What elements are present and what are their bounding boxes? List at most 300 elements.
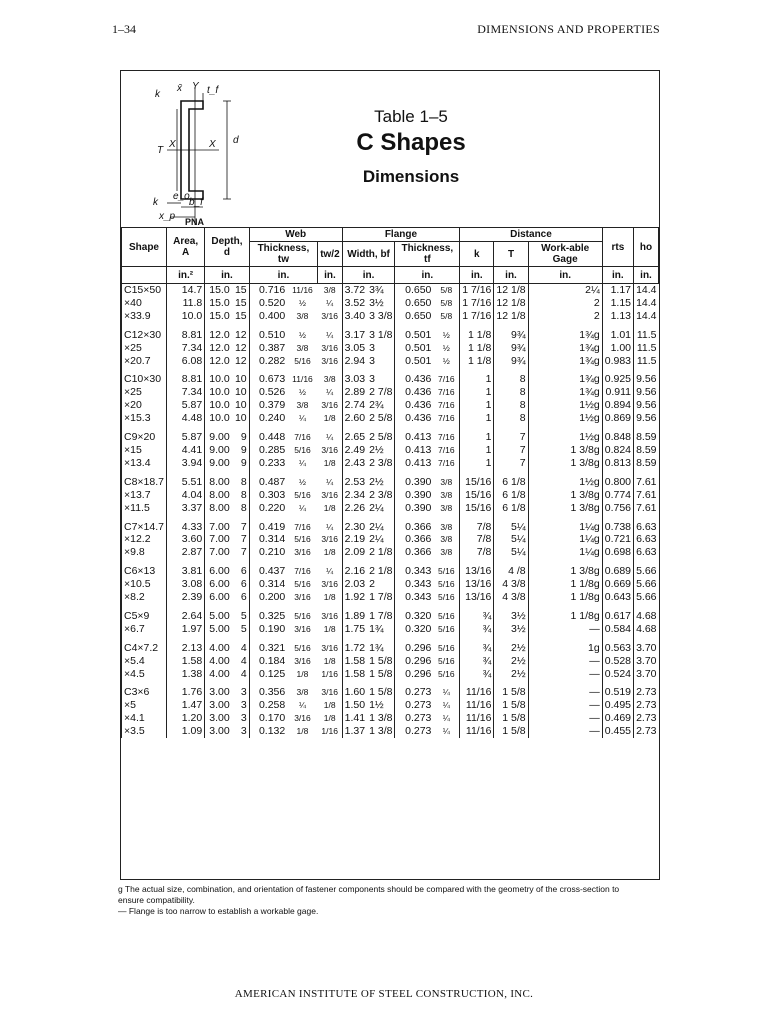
table-cell: 5/16 <box>438 579 455 590</box>
fig-label-y: Y <box>192 81 199 92</box>
shape-cell: C5×9 <box>122 610 167 623</box>
table-cell: 7 <box>494 457 528 470</box>
table-cell: 2.13 <box>167 642 205 655</box>
table-row <box>122 521 659 534</box>
table-cell: 1 <box>460 412 494 425</box>
table-cell: 0.495 <box>602 699 633 712</box>
shape-cell: ×20 <box>122 399 167 412</box>
table-cell: ¼ <box>298 413 306 424</box>
table-cell: 1¼g <box>528 546 602 559</box>
table-cell: 2¼ <box>369 520 384 533</box>
table-cell: 2.34 <box>342 489 367 502</box>
table-cell: 5/16 <box>294 444 311 455</box>
table-cell: 8.59 <box>634 457 659 470</box>
table-cell: 8.00 <box>205 489 232 502</box>
table-cell: 2 3/8 <box>369 456 393 469</box>
table-cell: 11/16 <box>292 285 313 295</box>
table-cell: 0.296 <box>395 655 433 668</box>
table-cell: 2 <box>369 578 375 591</box>
table-cell: 12 1/8 <box>494 297 528 310</box>
table-cell: 0.387 <box>249 342 287 355</box>
col-web-thickness: Thickness, tw <box>249 242 318 267</box>
shape-cell: ×20.7 <box>122 355 167 368</box>
table-cell: 0.210 <box>249 546 287 559</box>
table-cell: 5/8 <box>440 297 453 308</box>
table-cell: 0.343 <box>395 578 433 591</box>
unit-cell <box>122 267 167 284</box>
table-cell: 1.09 <box>167 725 205 738</box>
table-cell: 1 7/8 <box>369 591 393 604</box>
table-cell: 6.63 <box>634 546 659 559</box>
unit-cell: in. <box>602 267 633 284</box>
table-cell: ½ <box>298 297 306 308</box>
table-cell: 0.390 <box>395 489 433 502</box>
table-cell: 6.63 <box>634 521 659 534</box>
table-cell: 3.60 <box>167 533 205 546</box>
table-cell: 0.455 <box>602 725 633 738</box>
table-row <box>122 712 659 725</box>
table-cell: 0.510 <box>249 329 287 342</box>
table-cell: 0.528 <box>602 655 633 668</box>
table-cell: 0.321 <box>249 642 287 655</box>
table-row <box>122 533 659 546</box>
table-cell: 0.698 <box>602 546 633 559</box>
table-row <box>122 297 659 310</box>
table-cell: 2.60 <box>342 412 367 425</box>
table-cell: 0.650 <box>395 310 433 323</box>
table-cell: 7/16 <box>294 432 311 443</box>
table-cell: 1 <box>460 386 494 399</box>
table-cell: 6 1/8 <box>494 476 528 489</box>
table-cell: 0.314 <box>249 578 287 591</box>
table-cell: 0.282 <box>249 355 287 368</box>
shape-cell: C7×14.7 <box>122 521 167 534</box>
table-cell: 12.0 <box>205 355 232 368</box>
table-cell: 11.5 <box>634 355 659 368</box>
table-cell: 1¼g <box>528 521 602 534</box>
table-cell: 6 1/8 <box>494 502 528 515</box>
col-shape: Shape <box>122 228 167 267</box>
table-cell: ¼ <box>326 566 334 577</box>
table-cell: 0.233 <box>249 457 287 470</box>
table-cell: 3.40 <box>342 310 367 323</box>
table-cell: 8.59 <box>634 444 659 457</box>
table-row <box>122 502 659 515</box>
table-cell: — <box>528 668 602 681</box>
table-cell: 1 7/16 <box>460 297 494 310</box>
table-cell: 1/8 <box>323 502 336 513</box>
table-cell: 11.5 <box>634 342 659 355</box>
table-cell: 7/8 <box>460 521 494 534</box>
table-cell: 12 1/8 <box>494 310 528 323</box>
table-row <box>122 284 659 297</box>
table-cell: 3.70 <box>634 668 659 681</box>
table-cell: 1 1/8g <box>528 591 602 604</box>
unit-cell: in.² <box>167 267 205 284</box>
table-cell: 0.520 <box>249 297 287 310</box>
table-cell: ¼ <box>298 700 306 711</box>
table-cell: 1 5/8 <box>494 699 528 712</box>
table-cell: 13/16 <box>460 565 494 578</box>
shape-cell: ×8.2 <box>122 591 167 604</box>
table-cell: ¼ <box>326 521 334 532</box>
table-cell: 9.00 <box>205 431 232 444</box>
table-cell: 11/16 <box>460 725 494 738</box>
table-cell: 1½ <box>369 699 384 712</box>
table-cell: 8.00 <box>205 502 232 515</box>
table-cell: 1 5/8 <box>494 712 528 725</box>
shape-cell: C3×6 <box>122 686 167 699</box>
table-cell: 1 <box>460 444 494 457</box>
table-cell: 0.240 <box>249 412 287 425</box>
table-cell: 0.524 <box>602 668 633 681</box>
col-gage: Work-able Gage <box>528 242 602 267</box>
table-cell: 4.68 <box>634 610 659 623</box>
shape-cell: ×6.7 <box>122 623 167 636</box>
shape-cell: ×33.9 <box>122 310 167 323</box>
table-cell: — <box>528 623 602 636</box>
table-cell: 9 <box>240 431 247 444</box>
table-cell: 2.94 <box>342 355 367 368</box>
table-cell: 0.774 <box>602 489 633 502</box>
table-cell: 0.650 <box>395 297 433 310</box>
table-cell: 3.52 <box>342 297 367 310</box>
table-cell: 2.65 <box>342 431 367 444</box>
table-cell: 3.81 <box>167 565 205 578</box>
table-cell: 1.58 <box>342 668 367 681</box>
table-cell: 0.716 <box>249 284 287 297</box>
table-cell: 8 <box>240 501 247 514</box>
table-cell: 5 <box>240 609 247 622</box>
table-cell: 3 <box>369 341 375 354</box>
table-cell: 8 <box>494 399 528 412</box>
fig-label-T: T <box>157 145 164 156</box>
table-cell: 1 3/8g <box>528 444 602 457</box>
table-cell: 0.669 <box>602 578 633 591</box>
table-cell: 1 <box>460 399 494 412</box>
table-cell: ¾ <box>460 668 494 681</box>
col-k: k <box>460 242 494 267</box>
table-cell: 2¼ <box>369 533 384 546</box>
table-cell: ¼ <box>442 713 450 724</box>
shape-cell: C4×7.2 <box>122 642 167 655</box>
table-cell: 3/16 <box>321 342 338 353</box>
table-cell: 1 1/8 <box>460 329 494 342</box>
table-cell: 0.320 <box>395 623 433 636</box>
table-cell: 3 <box>240 699 247 712</box>
table-cell: 9.56 <box>634 373 659 386</box>
table-cell: 9¾ <box>494 355 528 368</box>
table-cell: 0.273 <box>395 699 433 712</box>
table-cell: ¼ <box>326 329 334 340</box>
table-cell: 7/16 <box>438 400 455 411</box>
table-cell: 2½ <box>494 642 528 655</box>
table-cell: 4.48 <box>167 412 205 425</box>
table-cell: 9¾ <box>494 342 528 355</box>
table-cell: 0.296 <box>395 668 433 681</box>
table-cell: 1 3/8g <box>528 489 602 502</box>
table-cell: 0.390 <box>395 476 433 489</box>
table-cell: 3/16 <box>321 310 338 321</box>
table-cell: 0.258 <box>249 699 287 712</box>
table-cell: 6 1/8 <box>494 489 528 502</box>
table-cell: 0.437 <box>249 565 287 578</box>
table-cell: 0.273 <box>395 686 433 699</box>
table-cell: 2 1/8 <box>369 546 393 559</box>
table-cell: 0.314 <box>249 533 287 546</box>
table-cell: ¾ <box>460 623 494 636</box>
table-cell: 1 1/8g <box>528 610 602 623</box>
table-cell: 9 <box>240 443 247 456</box>
table-cell: 2.64 <box>167 610 205 623</box>
table-cell: 0.273 <box>395 725 433 738</box>
table-cell: ¾ <box>460 655 494 668</box>
table-cell: 14.7 <box>167 284 205 297</box>
table-cell: 3.00 <box>205 725 232 738</box>
table-cell: 0.824 <box>602 444 633 457</box>
table-row <box>122 386 659 399</box>
table-cell: — <box>528 686 602 699</box>
footnotes <box>118 884 638 917</box>
table-cell: 6.00 <box>205 591 232 604</box>
table-cell: 0.501 <box>395 342 433 355</box>
table-cell: 8 <box>494 373 528 386</box>
table-cell: 3 <box>369 373 375 386</box>
shape-cell: C8×18.7 <box>122 476 167 489</box>
shape-cell: C9×20 <box>122 431 167 444</box>
shape-cell: ×25 <box>122 386 167 399</box>
table-cell: 3/16 <box>321 444 338 455</box>
table-cell: — <box>528 699 602 712</box>
table-cell: 3/16 <box>321 355 338 366</box>
table-cell: 4.41 <box>167 444 205 457</box>
table-cell: 2 5/8 <box>369 412 393 425</box>
table-cell: 0.650 <box>395 284 433 297</box>
table-cell: 0.220 <box>249 502 287 515</box>
table-cell: 1/8 <box>323 623 336 634</box>
table-cell: 8 <box>240 475 247 488</box>
table-cell: 0.400 <box>249 310 287 323</box>
table-cell: 6.08 <box>167 355 205 368</box>
table-cell: 3/8 <box>440 547 453 558</box>
table-cell: 0.501 <box>395 355 433 368</box>
table-cell: 5.66 <box>634 591 659 604</box>
footnote-g: g The actual size, combination, and orientation of fastener components should be compared with the geometry of the cross-section to ensure compatibility. <box>118 884 620 905</box>
table-cell: 0.296 <box>395 642 433 655</box>
table-cell: 1 1/8 <box>460 355 494 368</box>
col-tw2: tw/2 <box>318 242 342 267</box>
table-cell: 2.19 <box>342 533 367 546</box>
table-cell: 2.16 <box>342 565 367 578</box>
table-cell: 0.925 <box>602 373 633 386</box>
table-cell: 12 <box>234 328 247 341</box>
table-cell: 5¼ <box>494 521 528 534</box>
table-cell: 12 <box>234 341 247 354</box>
table-cell: 0.848 <box>602 431 633 444</box>
table-cell: 3/16 <box>294 592 311 603</box>
table-cell: 1.38 <box>167 668 205 681</box>
table-cell: 7/8 <box>460 533 494 546</box>
table-cell: 3/8 <box>440 489 453 500</box>
table-cell: 1.75 <box>342 623 367 636</box>
table-cell: 0.673 <box>249 373 287 386</box>
table-cell: 1½g <box>528 412 602 425</box>
table-row <box>122 476 659 489</box>
table-cell: 9.56 <box>634 386 659 399</box>
table-row <box>122 329 659 342</box>
table-cell: 1.60 <box>342 686 367 699</box>
table-cell: 3 1/8 <box>369 328 393 341</box>
table-cell: 11/16 <box>460 712 494 725</box>
table-cell: 3½ <box>494 610 528 623</box>
table-cell: 3 3/8 <box>369 309 393 322</box>
group-distance: Distance <box>460 228 603 242</box>
table-cell: 4 <box>240 641 247 654</box>
shape-cell: ×11.5 <box>122 502 167 515</box>
unit-cell: in. <box>395 267 460 284</box>
table-cell: 7.61 <box>634 476 659 489</box>
table-cell: 5/16 <box>294 642 311 653</box>
table-cell: 0.366 <box>395 533 433 546</box>
table-cell: 2.74 <box>342 399 367 412</box>
footnote-dash: — Flange is too narrow to establish a workable gage. <box>118 906 319 916</box>
table-cell: 10 <box>234 373 247 386</box>
table-cell: 5/8 <box>440 285 453 295</box>
table-cell: 4 <box>240 654 247 667</box>
shape-cell: ×25 <box>122 342 167 355</box>
table-cell: ½ <box>298 329 306 340</box>
fig-label-x-left: X <box>169 139 176 150</box>
table-cell: 1/8 <box>323 457 336 468</box>
table-cell: 0.132 <box>249 725 287 738</box>
table-cell: 13/16 <box>460 578 494 591</box>
table-cell: 3/8 <box>440 521 453 532</box>
table-cell: 1 5/8 <box>494 686 528 699</box>
unit-cell: in. <box>342 267 395 284</box>
table-cell: 3 <box>240 712 247 725</box>
group-flange: Flange <box>342 228 460 242</box>
table-cell: 15/16 <box>460 502 494 515</box>
table-cell: ¼ <box>442 726 450 737</box>
table-cell: 1½g <box>528 399 602 412</box>
table-cell: 7.34 <box>167 342 205 355</box>
shape-cell: C10×30 <box>122 373 167 386</box>
table-cell: 0.563 <box>602 642 633 655</box>
table-cell: 7 <box>494 444 528 457</box>
table-cell: 5.66 <box>634 565 659 578</box>
table-number: Table 1–5 <box>374 107 448 126</box>
shape-cell: ×3.5 <box>122 725 167 738</box>
table-cell: 0.813 <box>602 457 633 470</box>
table-cell: 0.413 <box>395 431 433 444</box>
table-cell: 4.00 <box>205 668 232 681</box>
table-cell: 1g <box>528 642 602 655</box>
table-cell: 13/16 <box>460 591 494 604</box>
table-cell: 1/8 <box>323 592 336 603</box>
table-cell: 3.94 <box>167 457 205 470</box>
table-cell: 1.50 <box>342 699 367 712</box>
fig-label-pna: PNA <box>185 217 205 227</box>
table-row <box>122 373 659 386</box>
table-cell: 3.08 <box>167 578 205 591</box>
table-cell: 0.800 <box>602 476 633 489</box>
table-cell: ½ <box>442 329 450 340</box>
table-cell: 0.756 <box>602 502 633 515</box>
table-cell: 0.190 <box>249 623 287 636</box>
table-cell: 3/8 <box>440 502 453 513</box>
table-cell: 2.73 <box>634 725 659 738</box>
unit-cell: in. <box>528 267 602 284</box>
table-cell: 3.70 <box>634 642 659 655</box>
fig-label-x-right: X <box>209 139 216 150</box>
table-cell: 3/16 <box>321 534 338 545</box>
table-cell: 0.413 <box>395 457 433 470</box>
table-row <box>122 686 659 699</box>
table-cell: 1.58 <box>342 655 367 668</box>
table-cell: 7.00 <box>205 546 232 559</box>
table-cell: 0.436 <box>395 412 433 425</box>
table-cell: 7/16 <box>294 566 311 577</box>
page-number: 1–34 <box>112 22 136 36</box>
table-cell: 1 3/8 <box>369 725 393 738</box>
table-row <box>122 310 659 323</box>
table-cell: 2 3/8 <box>369 488 393 501</box>
table-cell: ¾ <box>460 642 494 655</box>
fig-label-eo: e_o <box>173 191 190 202</box>
unit-cell: in. <box>460 267 494 284</box>
table-cell: 8.00 <box>205 476 232 489</box>
table-row <box>122 578 659 591</box>
table-cell: 8.81 <box>167 373 205 386</box>
table-cell: 7.00 <box>205 521 232 534</box>
table-cell: 15/16 <box>460 476 494 489</box>
table-cell: 1 1/8g <box>528 578 602 591</box>
table-cell: ¼ <box>298 502 306 513</box>
table-cell: 0.519 <box>602 686 633 699</box>
table-cell: 5.00 <box>205 610 232 623</box>
table-cell: 1¾ <box>369 641 384 654</box>
col-flange-width: Width, bf <box>342 242 395 267</box>
table-cell: 3/8 <box>323 374 336 385</box>
shape-cell: ×13.4 <box>122 457 167 470</box>
table-cell: ½ <box>442 355 450 366</box>
table-cell: 5/16 <box>294 355 311 366</box>
table-cell: 15.0 <box>205 297 232 310</box>
table-cell: 9 <box>240 456 247 469</box>
table-cell: 1.92 <box>342 591 367 604</box>
table-cell: 1.76 <box>167 686 205 699</box>
shape-cell: C15×50 <box>122 284 167 297</box>
shape-cell: ×15.3 <box>122 412 167 425</box>
table-cell: 11/16 <box>460 686 494 699</box>
table-cell: 7/16 <box>438 413 455 424</box>
table-cell: 1.72 <box>342 642 367 655</box>
table-cell: 3/8 <box>440 476 453 487</box>
table-cell: 1.37 <box>342 725 367 738</box>
table-cell: 0.419 <box>249 521 287 534</box>
table-cell: 3/16 <box>321 610 338 621</box>
table-cell: 2.30 <box>342 521 367 534</box>
table-cell: 1 7/16 <box>460 310 494 323</box>
shape-cell: C12×30 <box>122 329 167 342</box>
table-cell: 10 <box>234 386 247 399</box>
table-cell: 5.87 <box>167 431 205 444</box>
table-cell: 0.584 <box>602 623 633 636</box>
table-cell: 5/16 <box>294 489 311 500</box>
table-cell: 0.501 <box>395 329 433 342</box>
table-cell: 2.43 <box>342 457 367 470</box>
table-cell: 14.4 <box>634 310 659 323</box>
